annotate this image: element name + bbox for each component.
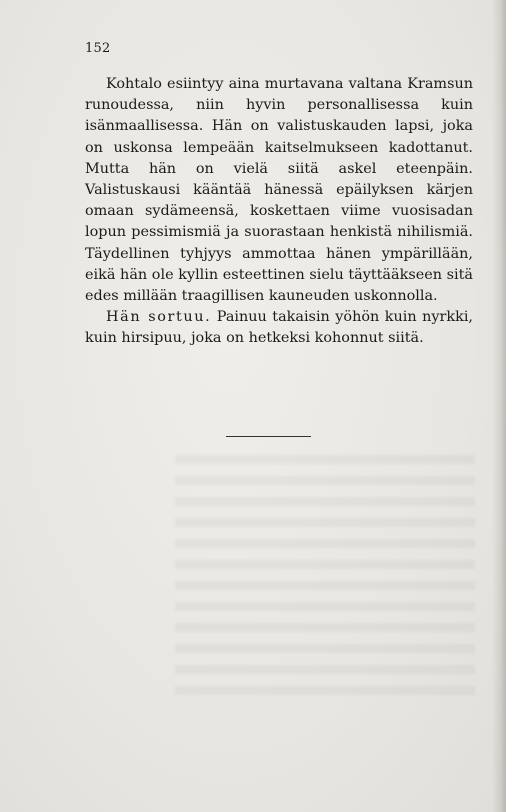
paragraph-2 [85, 307, 473, 349]
body-text [85, 74, 473, 350]
paragraph-2-text: Painuu takaisin yöhön kuin nyrkki, kuin hirsipuu, joka on hetkeksi kohonnut siitä. [85, 309, 473, 347]
page-edge-shadow [492, 0, 506, 812]
page-number: 152 [85, 41, 111, 56]
paragraph-1: Kohtalo esiintyy aina murtavana valtana Kramsun runoudessa, niin hyvin personallisessa kuin isänmaallisessa. Hän on valistuskauden lapsi, joka on uskonsa lempeään kaitselmukseen kadottanut. Mutta hän on vielä siitä askel eteenpäin. Valistuskausi kääntää hänessä epäilyksen kärjen omaan sydämeensä, koskettaen viime vuosisadan lopun pessimismiä ja suorastaan henkistä nihilismiä. Täydellinen tyhjyys ammottaa hänen ympärillään, eikä hän ole kyllin esteettinen sielu täyttääkseen sitä edes millään traagillisen kauneuden uskonnolla. [85, 76, 473, 305]
paragraph-2-lead: Hän sortuu. [106, 309, 212, 326]
section-divider [226, 436, 311, 437]
bleed-through-texture [175, 455, 475, 695]
